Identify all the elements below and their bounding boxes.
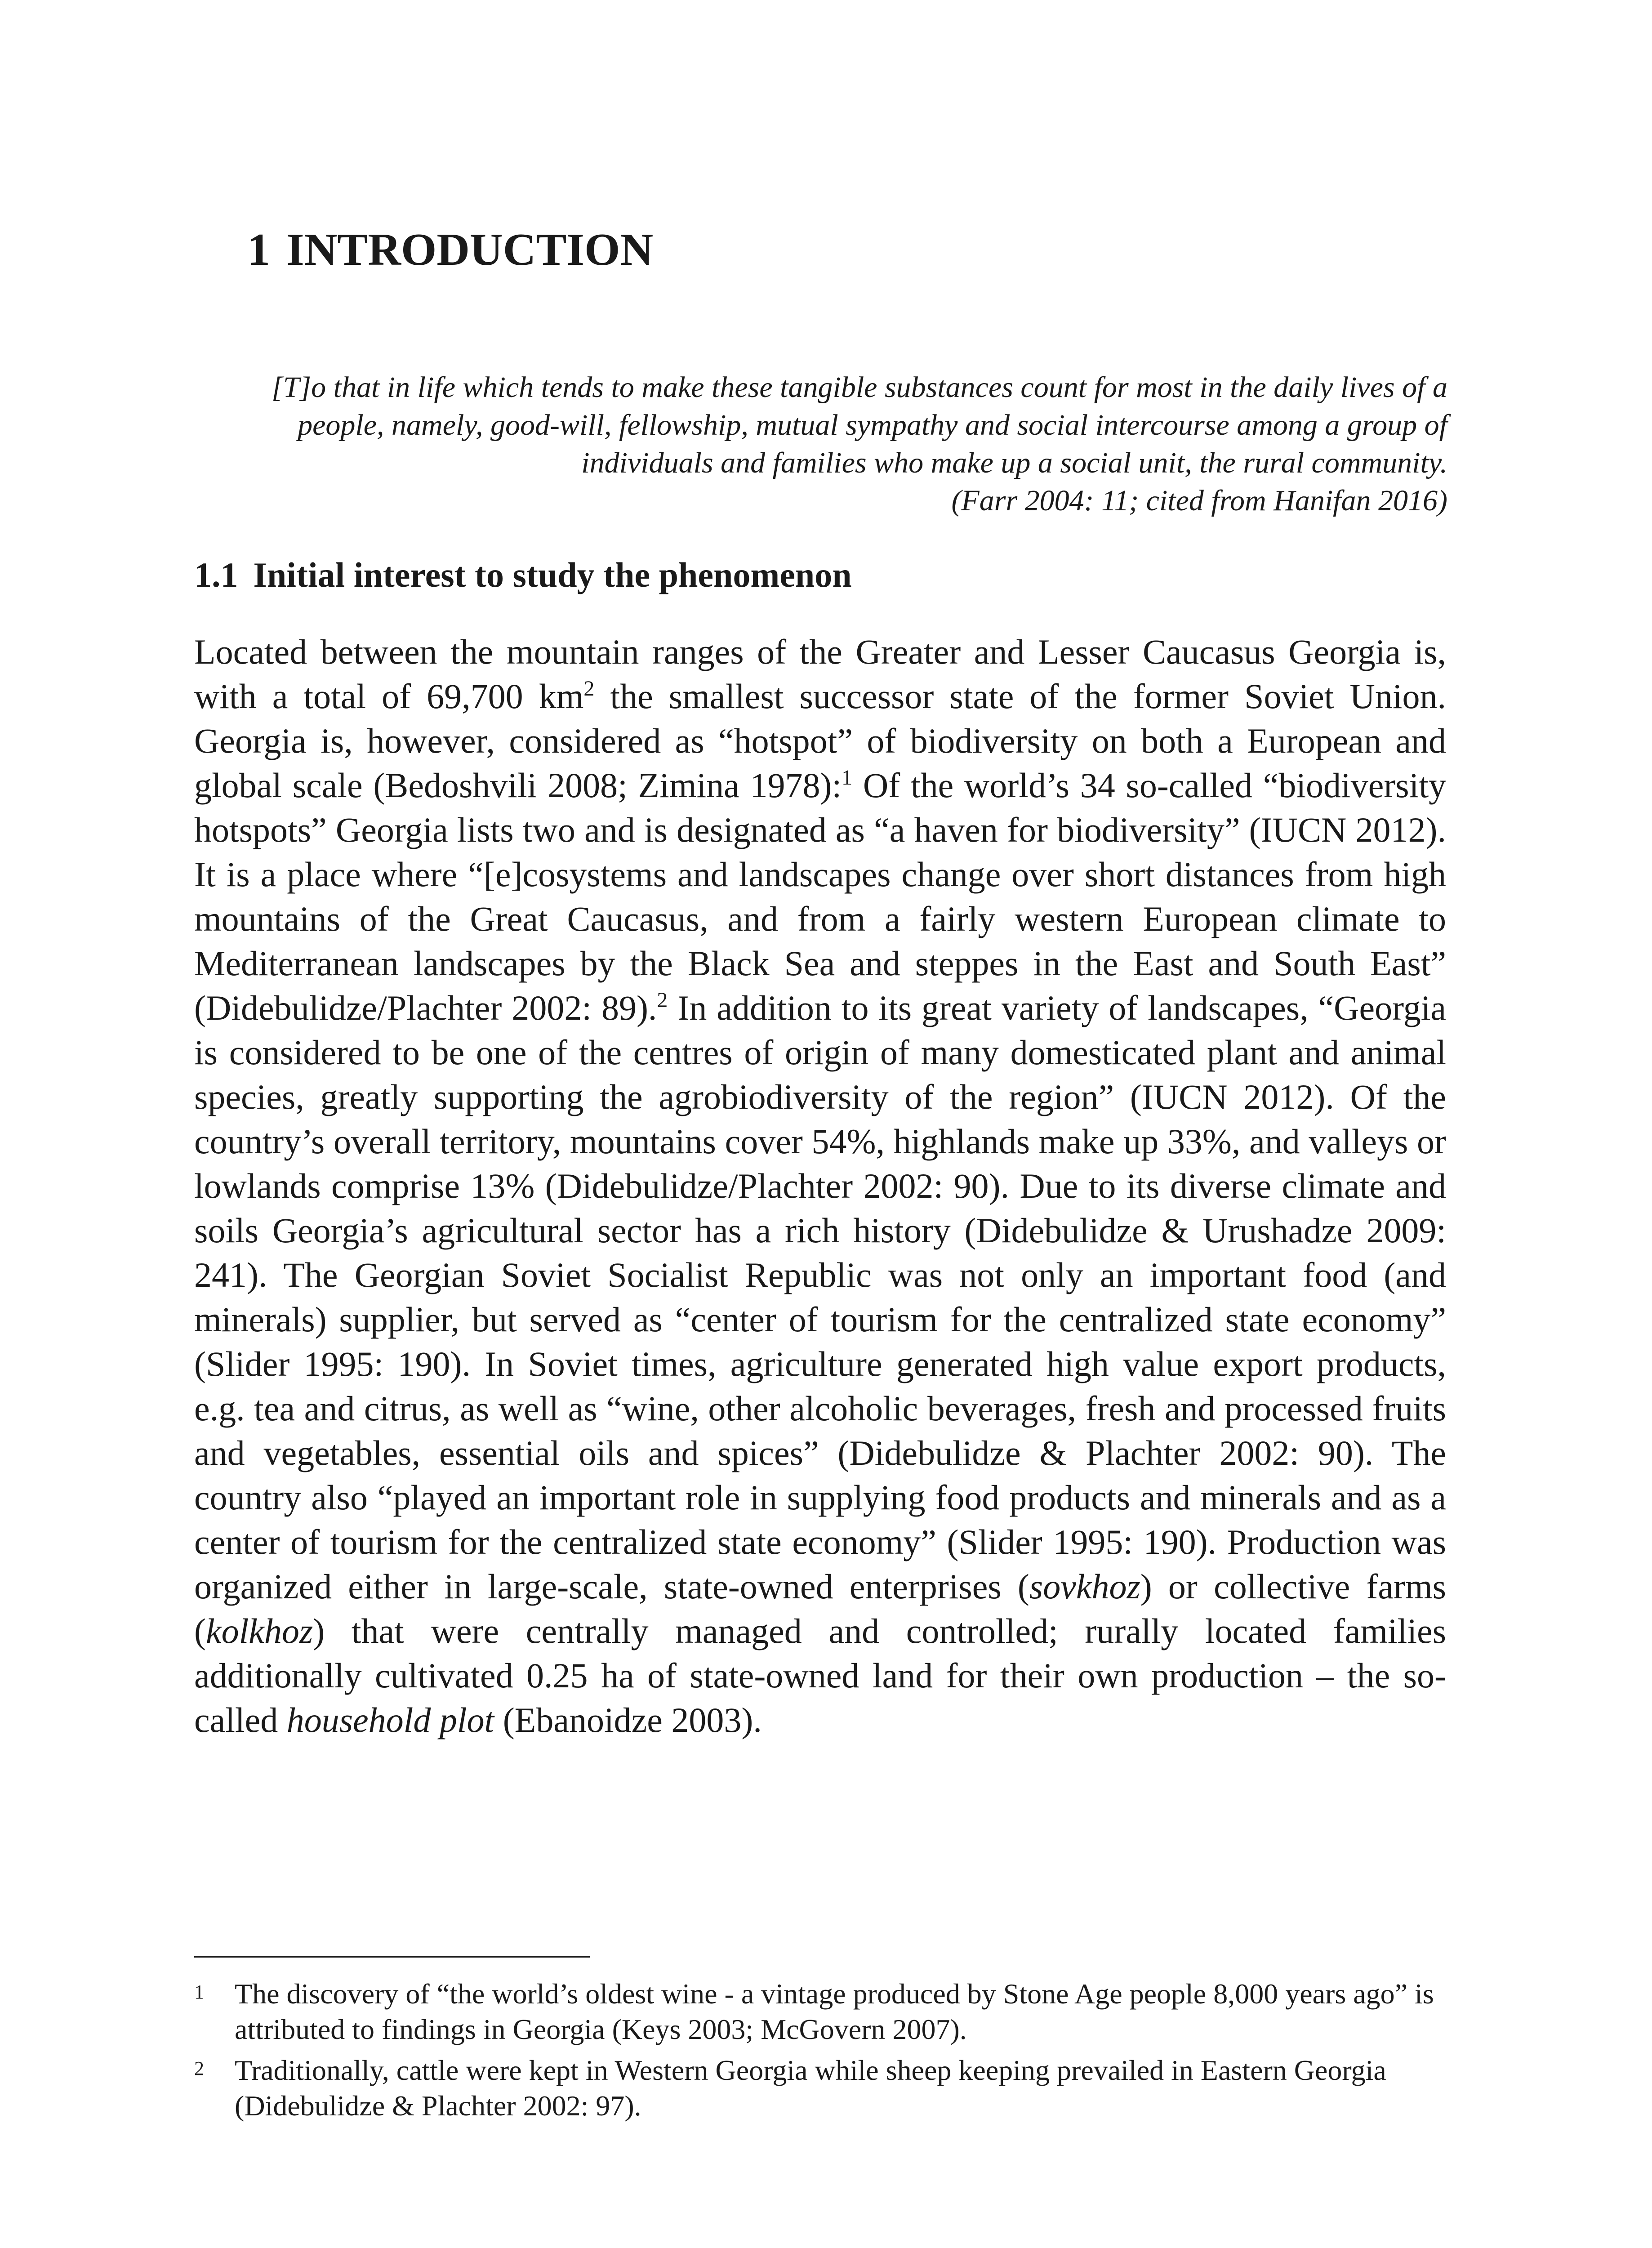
footnote-text: Traditionally, cattle were kept in Western Georgia while sheep keeping prevailed in Eastern Georgia (Didebulidze & Plachter 2002: 97). (235, 2054, 1386, 2122)
footnotes-list (194, 1976, 1446, 2129)
body-text-part-3: Of the world’s 34 so-called “biodiversity hotspots” Georgia lists two and is designated as “a haven for biodiversity” (IUCN 2012). It is a place where “[e]cosystems and landscapes change over short distances from high mountains of the Great Caucasus, and from a fairly western European climate to Mediterranean landscapes by the Black Sea and steppes in the East and South East” (Didebulidze/Plachter 2002: 89). (194, 766, 1446, 1027)
body-text-part-6: ) that were centrally managed and controlled; rurally located families additionally cultivated 0.25 ha of state-owned land for their own production – the so-called (194, 1611, 1446, 1740)
body-paragraph (194, 629, 1446, 1742)
body-text-part-2: the smallest successor state of the former Soviet Union. Georgia is, however, considered as “hotspot” of biodiversity on both a European and global scale (Bedoshvili 2008; Zimina 1978): (194, 677, 1446, 805)
body-text-part-4: In addition to its great variety of landscapes, “Georgia is considered to be one of the centres of origin of many domesticated plant and animal species, greatly supporting the agrobiodiversity of the region” (IUCN 2012). Of the country’s overall territory, mountains cover 54%, highlands make up 33%, and valleys or lowlands comprise 13% (Didebulidze/Plachter 2002: 90). Due to its diverse climate and soils Georgia’s agricultural sector has a rich history (Didebulidze & Urushadze 2009: 241). The Georgian Soviet Socialist Republic was not only an important food (and minerals) supplier, but served as “center of tourism for the centralized state economy” (Slider 1995: 190). In Soviet times, agriculture generated high value export products, e.g. tea and citrus, as well as “wine, other alcoholic beverages, fresh and processed fruits and vegetables, essential oils and spices” (Didebulidze & Plachter 2002: 90). The country also “played an important role in supplying food products and minerals and as a center of tourism for the centralized state economy” (Slider 1995: 190). Production was organized either in large-scale, state-owned enterprises ( (194, 988, 1446, 1606)
term-household-plot: household plot (286, 1700, 494, 1740)
footnote-text: The discovery of “the world’s oldest wine - a vintage produced by Stone Age people 8,000 years ago” is attributed to findings in Georgia (Keys 2003; McGovern 2007). (235, 1978, 1434, 2045)
epigraph (211, 369, 1447, 520)
section-title: Initial interest to study the phenomenon (253, 555, 852, 594)
term-kolkhoz: kolkhoz (205, 1611, 313, 1650)
chapter-number: 1 (247, 224, 270, 275)
footnote-mark: 1 (194, 1981, 204, 2003)
body-text-part-7: (Ebanoidze 2003). (494, 1700, 762, 1740)
chapter-title (247, 224, 654, 275)
footnote-1 (194, 1976, 1446, 2047)
footnote-reference-1[interactable]: 1 (842, 766, 853, 789)
footnote-divider (194, 1956, 590, 1958)
superscript-square: 2 (583, 677, 595, 700)
section-number: 1.1 (194, 555, 238, 594)
epigraph-citation: (Farr 2004: 11; cited from Hanifan 2016) (951, 484, 1447, 517)
body-text-part-1: Located between the mountain ranges of the Greater and Lesser Caucasus Georgia is, with a total of 69,700 km (194, 632, 1446, 716)
body-text-part-5: ) or collective farms ( (194, 1567, 1446, 1650)
term-sovkhoz: sovkhoz (1029, 1567, 1140, 1606)
epigraph-quote: [T]o that in life which tends to make these tangible substances count for most in the daily lives of a people, namely, good-will, fellowship, mutual sympathy and social intercourse among a group of individuals and families who make up a social unit, the rural community. (272, 371, 1447, 479)
footnote-mark: 2 (194, 2057, 204, 2079)
chapter-title-text: INTRODUCTION (286, 224, 654, 275)
footnote-reference-2[interactable]: 2 (657, 988, 668, 1012)
section-heading (194, 555, 852, 594)
footnote-2 (194, 2052, 1446, 2123)
